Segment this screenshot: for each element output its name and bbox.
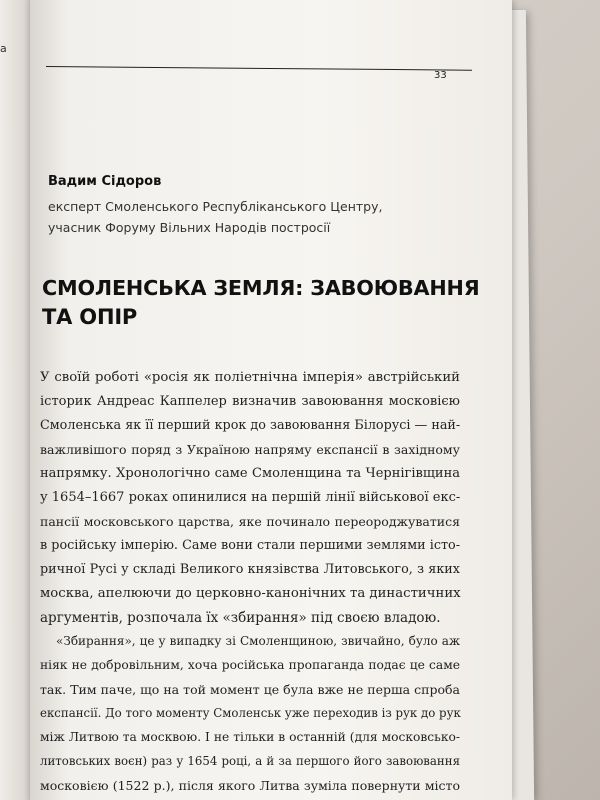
body-text-line: у 1654–1667 роках опинилися на першій лінії військової екс- [40, 490, 461, 505]
previous-page-edge [0, 0, 34, 800]
body-text-line: У своїй роботі «росія як поліетнічна імперія» австрійський [40, 370, 460, 385]
body-text-line: ричної Русі у складі Великого князівства Литовського, з яких [40, 562, 460, 577]
author-role-line: експерт Смоленського Республіканського Центру, [48, 199, 383, 214]
body-text-line: важливішого поряд з Україною напряму експансії в західному [40, 442, 460, 457]
article-title-line: ТА ОПІР [42, 305, 138, 329]
article-title-line: СМОЛЕНСЬКА ЗЕМЛЯ: ЗАВОЮВАННЯ [42, 276, 480, 300]
body-text-line: «Збирання», це у випадку зі Смоленщиною, звичайно, було аж [56, 634, 460, 648]
book-page [30, 0, 512, 800]
body-text-line: Смоленська як її перший крок до завоювання Білорусі — най- [40, 418, 461, 433]
header-rule [46, 66, 472, 71]
body-text-line: експансії. До того моменту Смоленськ уже переходив із рук до рук [40, 706, 461, 720]
author-role-line: учасник Форуму Вільних Народів постросії [48, 220, 331, 235]
body-text-line: москва, апелюючи до церковно-канонічних та династичних [40, 586, 461, 601]
body-text-line: московією (1522 р.), після якого Литва зуміла повернути місто [40, 778, 460, 793]
body-text-line: литовських воєн) раз у 1654 році, а й за першого його завоювання [40, 754, 460, 768]
author-name: Вадим Сідоров [48, 174, 162, 189]
body-text-line: в російську імперію. Саме вони стали першими землями істо- [40, 538, 460, 553]
body-text-line: історик Андреас Каппелер визначив завоювання московією [40, 394, 460, 409]
body-text-line: напрямку. Хронологічно саме Смоленщина та Чернігівщина [40, 466, 460, 481]
body-text-line: між Литвою та москвою. І не тільки в останній (для московсько- [40, 730, 460, 744]
body-text-line: аргументів, розпочала їх «збирання» під своєю владою. [40, 610, 441, 626]
page-number: 33 [434, 70, 447, 81]
body-text-line: ніяк не добровільним, хоча російська пропаганда подає це саме [40, 658, 460, 672]
body-text-line: пансії московського царства, яке починало переороджуватися [40, 514, 460, 529]
previous-page-text-fragment: а [0, 42, 7, 55]
body-text-line: так. Тим паче, що на той момент це була вже не перша спроба [40, 682, 460, 697]
